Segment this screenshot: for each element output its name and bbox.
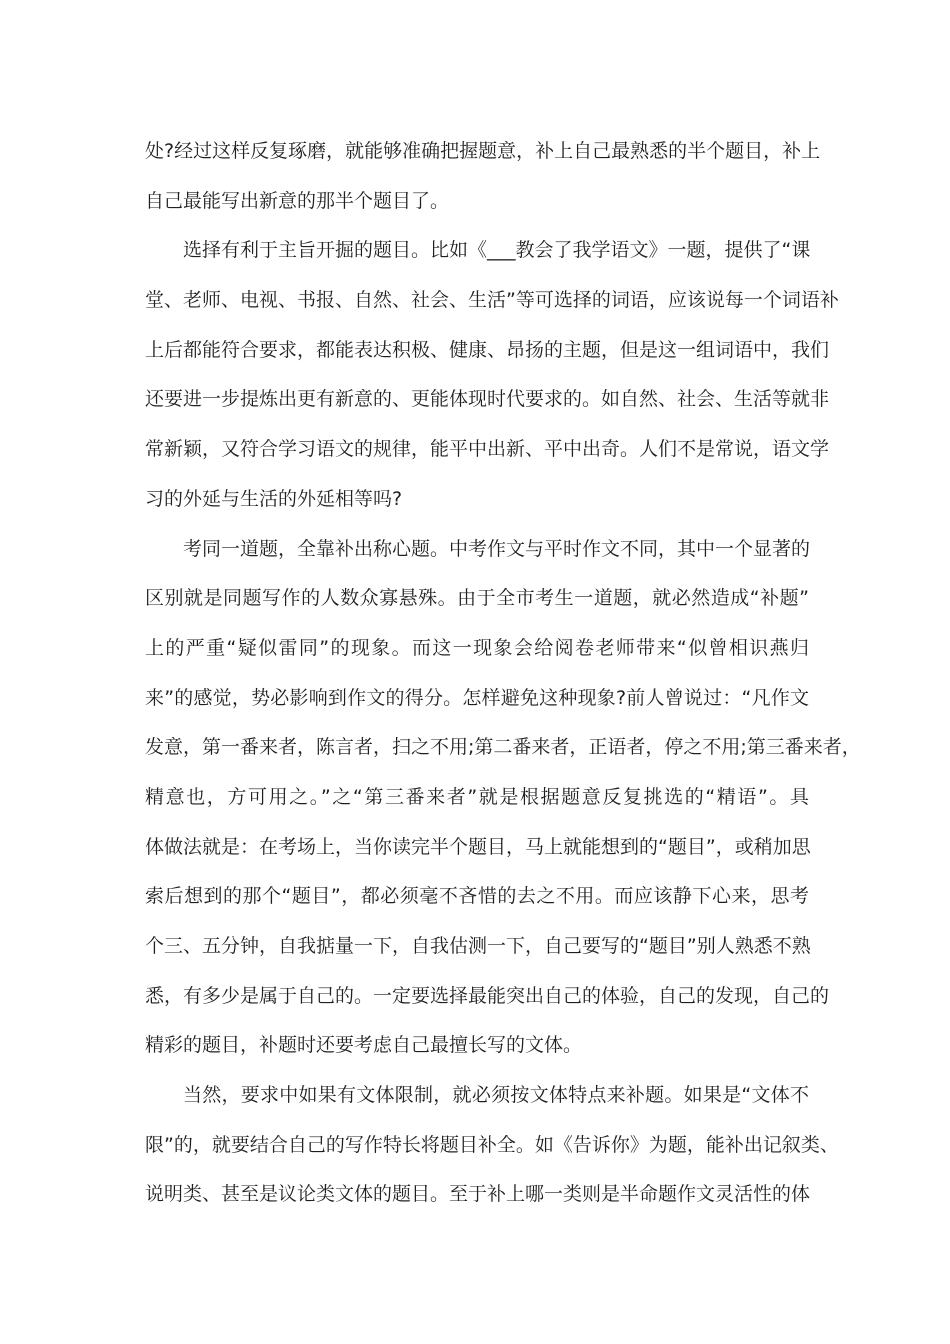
text-line: 说明类、甚至是议论类文体的题目。至于补上哪一类则是半命题作文灵活性的体 [145,1183,811,1206]
text-line: 堂、老师、电视、书报、自然、社会、生活”等可选择的词语，应该说每一个词语补 [145,289,839,312]
text-line: 限”的，就要结合自己的写作特长将题目补全。如《告诉你》为题，能补出记叙类、 [145,1133,839,1156]
text-line: 发意，第一番来者，陈言者，扫之不用;第二番来者，正语者，停之不用;第三番来者， [145,736,861,759]
text-line: 精意也，方可用之。”之“第三番来者”就是根据题意反复挑选的“精语”。具 [145,785,809,808]
text-line: 处?经过这样反复琢磨，就能够准确把握题意，补上自己最熟悉的半个题目，补上 [145,140,821,162]
text-line: 选择有利于主旨开掘的题目。比如《___教会了我学语文》一题，提供了“课 [183,239,811,262]
text-line: 悉，有多少是属于自己的。一定要选择最能突出自己的体验，自己的发现，自己的 [145,984,830,1007]
text-line: 精彩的题目，补题时还要考虑自己最擅长写的文体。 [145,1034,583,1057]
paragraph-1 [145,127,821,226]
text-line: 来”的感觉，势必影响到作文的得分。怎样避免这种现象?前人曾说过：“凡作文 [145,686,809,709]
paragraph-2 [145,226,839,524]
text-line: 常新颖，又符合学习语文的规律，能平中出新、平中出奇。人们不是常说，语文学 [145,438,830,461]
paragraph-3 [145,525,861,1072]
paragraph-4 [145,1071,839,1220]
text-line: 自己最能写出新意的那半个题目了。 [145,189,450,212]
text-line: 上的严重“疑似雷同”的现象。而这一现象会给阅卷老师带来“似曾相识燕归 [145,636,809,659]
text-line: 个三、五分钟，自我掂量一下，自我估测一下，自己要写的“题目”别人熟悉不熟 [145,935,811,957]
text-line: 当然，要求中如果有文体限制，就必须按文体特点来补题。如果是“文体不 [183,1084,809,1107]
text-line: 还要进一步提炼出更有新意的、更能体现时代要求的。如自然、社会、生活等就非 [145,388,830,411]
text-line: 上后都能符合要求，都能表达积极、健康、昂扬的主题，但是这一组词语中，我们 [145,338,830,361]
text-line: 体做法就是：在考场上，当你读完半个题目，马上就能想到的“题目”，或稍加思 [145,835,811,858]
text-line: 习的外延与生活的外延相等吗? [145,487,403,510]
text-line: 考同一道题，全靠补出称心题。中考作文与平时作文不同，其中一个显著的 [183,537,811,560]
text-line: 索后想到的那个“题目”，都必须毫不吝惜的去之不用。而应该静下心来，思考 [145,885,809,908]
text-line: 区别就是同题写作的人数众寡悬殊。由于全市考生一道题，就必然造成“补题” [145,587,809,610]
document-body [145,127,861,1220]
